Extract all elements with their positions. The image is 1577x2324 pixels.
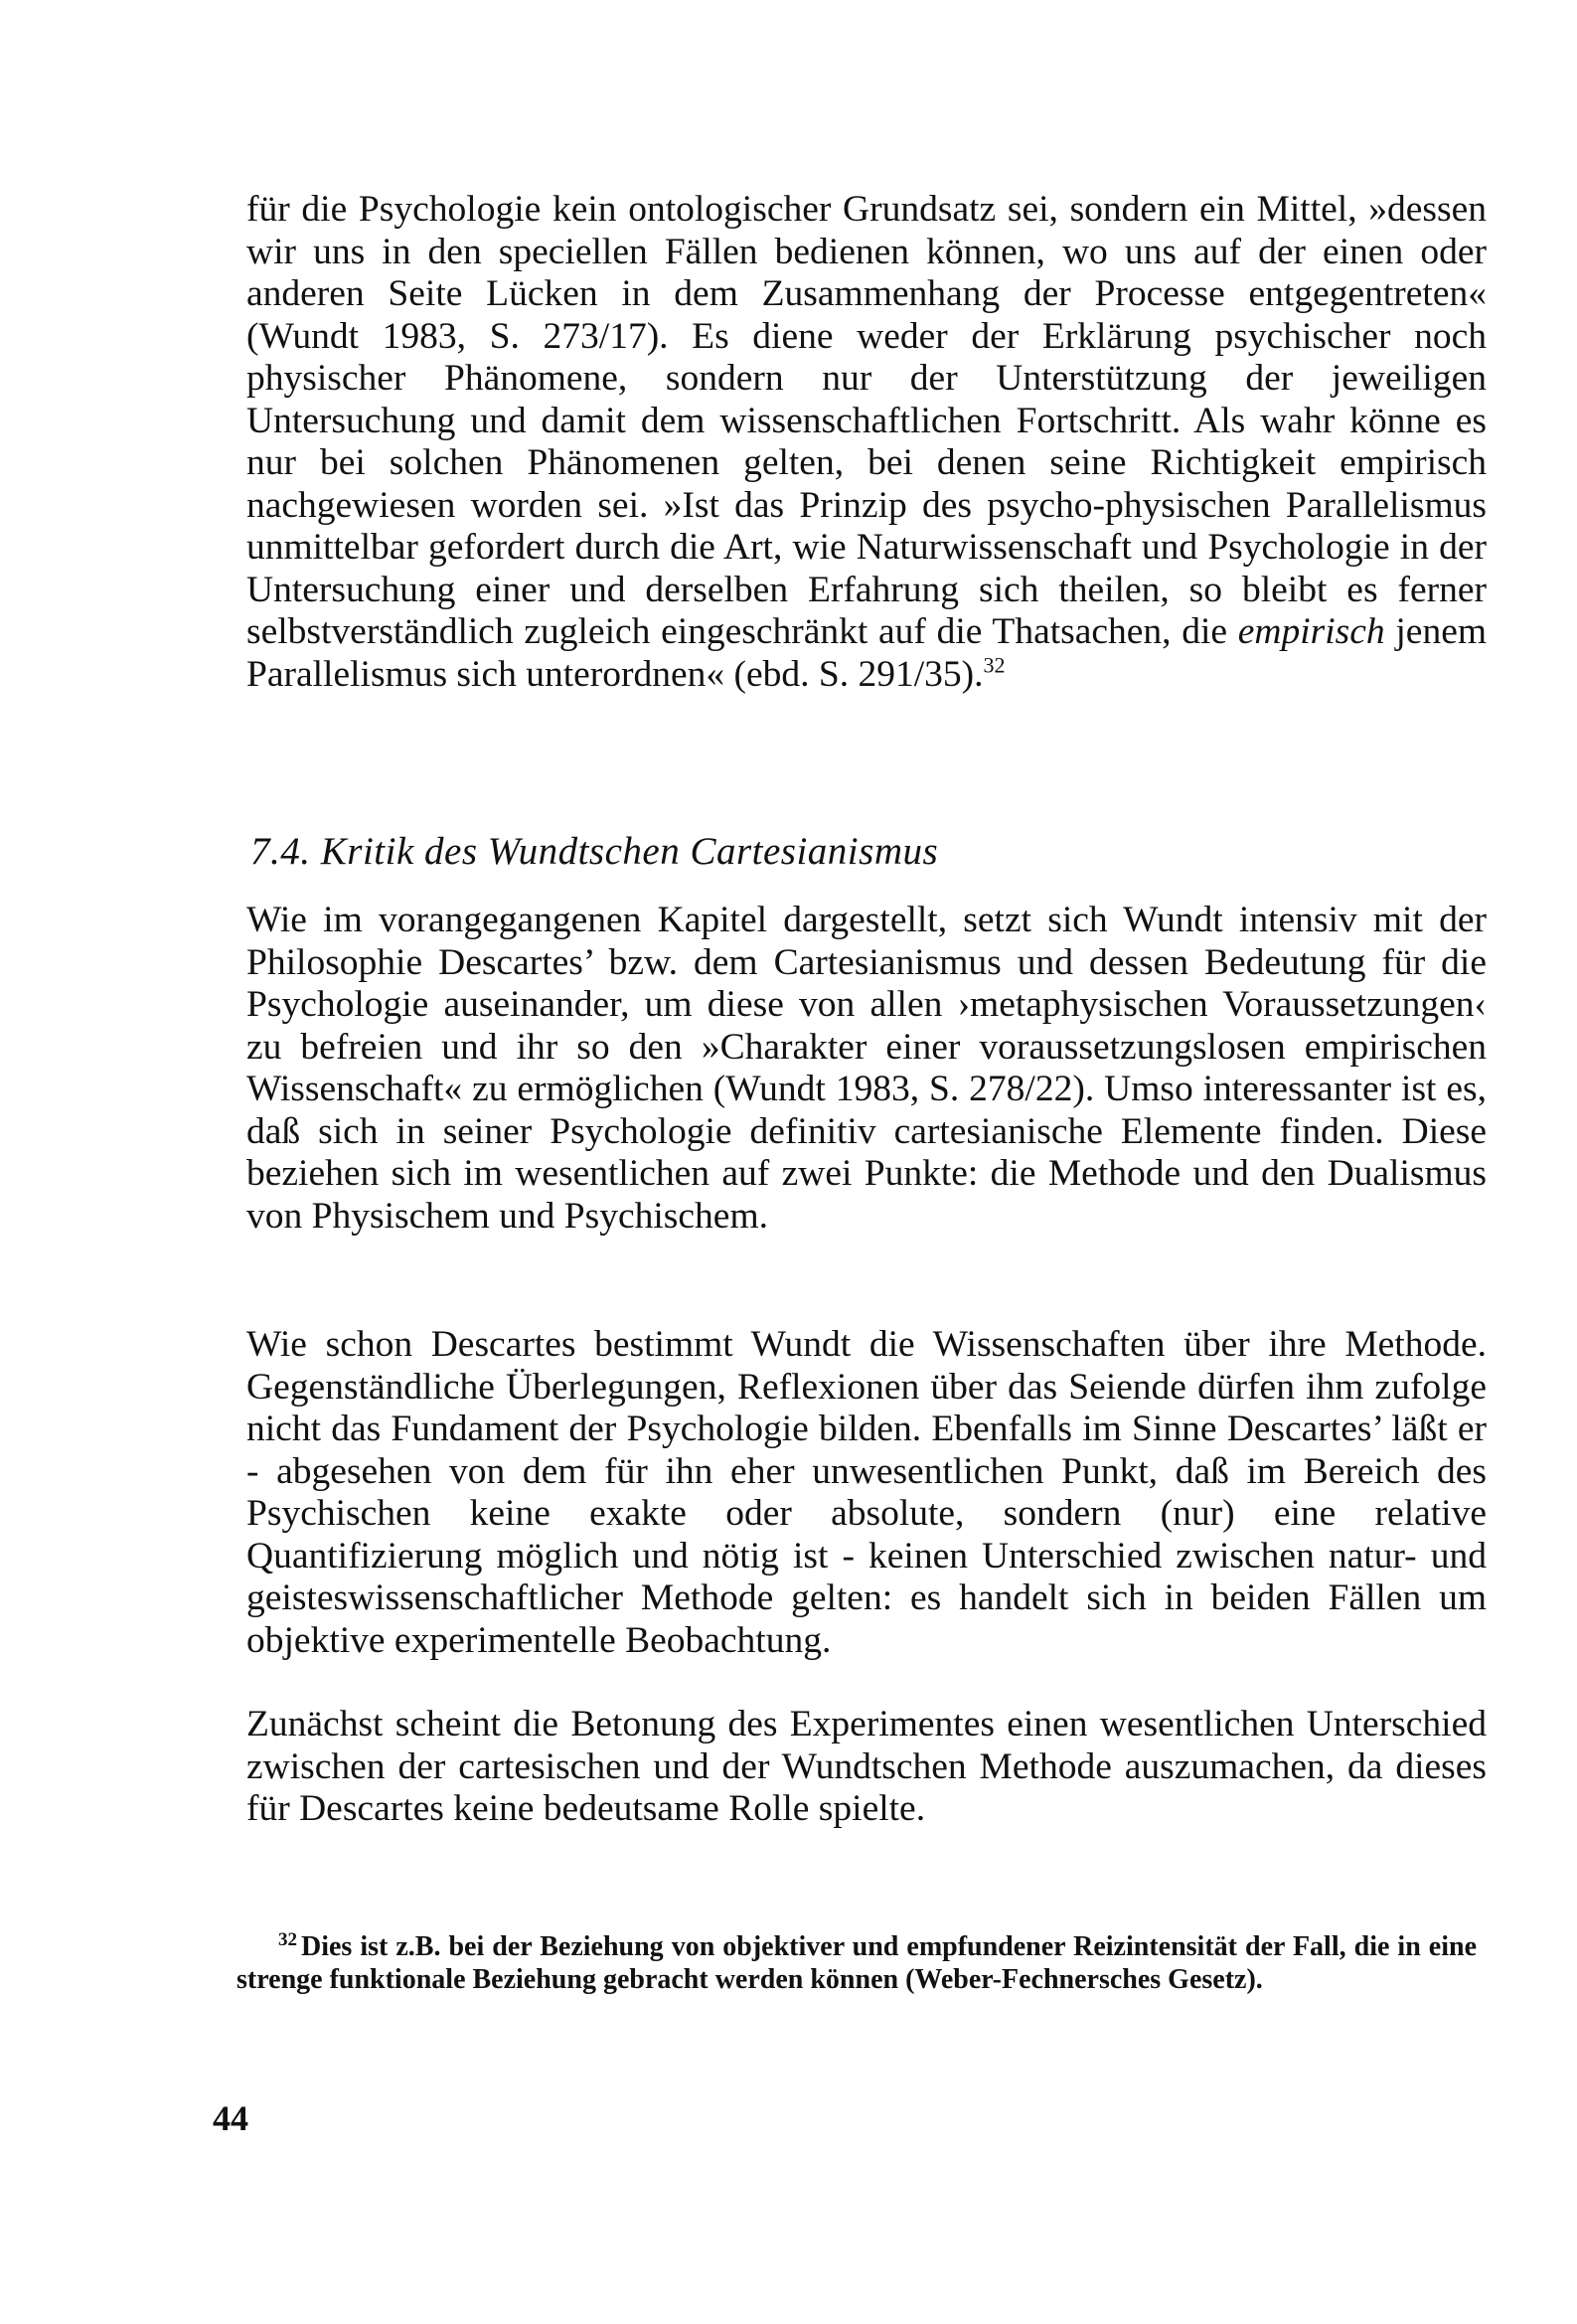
intro-emphasis: empirisch [1237, 611, 1385, 652]
paragraph-experiment: Zunächst scheint die Betonung des Experimentes einen wesentlichen Unterschied zwischen der cartesischen und der Wundtschen Methode auszumachen, da dieses für Descartes keine bedeutsame Rolle spielte. [246, 1704, 1487, 1829]
intro-text: für die Psychologie kein ontologischer Grundsatz sei, sondern ein Mittel, »dessen wir uns in den speciellen Fällen bedienen können, wo uns auf der einen oder anderen Seite Lücken in dem Zusammenhang der Processe entgegentreten« (Wundt 1983, S. 273/17). Es diene weder der Erklärung psychischer noch physischer Phänomene, sondern nur der Unterstützung der jeweiligen Untersuchung und damit dem wissenschaftlichen Fortschritt. Als wahr könne es nur bei solchen Phänomenen gelten, bei denen seine Richtigkeit empirisch nachgewiesen worden sei. »Ist das Prinzip des psycho-physischen Parallelismus unmittelbar gefordert durch die Art, wie Naturwissenschaft und Psychologie in der Untersuchung einer und derselben Erfahrung sich theilen, so bleibt es ferner selbstverständlich zugleich eingeschränkt auf die Thatsachen, die [246, 189, 1487, 652]
page-number: 44 [213, 2098, 248, 2138]
footnote-text: Dies ist z.B. bei der Beziehung von objektiver und empfundener Reizintensität der Fall, die in eine strenge funktionale Beziehung gebracht werden können (Weber-Fechnersches Gesetz). [237, 1931, 1477, 1995]
footnote-number: 32 [278, 1928, 297, 1950]
section-heading: 7.4. Kritik des Wundtschen Cartesianismus [250, 830, 939, 873]
paragraph-cartesianism: Wie im vorangegangenen Kapitel dargestellt, setzt sich Wundt intensiv mit der Philosophie Descartes’ bzw. dem Cartesianismus und dessen Bedeutung für die Psychologie auseinander, um diese von allen ›metaphysischen Voraussetzungen‹ zu befreien und ihr so den »Charakter einer voraussetzungslosen empirischen Wissenschaft« zu ermöglichen (Wundt 1983, S. 278/22). Umso interessanter ist es, daß sich in seiner Psychologie definitiv cartesianische Elemente finden. Diese beziehen sich im wesentlichen auf zwei Punkte: die Methode und den Dualismus von Physischem und Psychischem. [246, 900, 1487, 1237]
footnote [237, 1930, 1477, 1996]
paragraph-method: Wie schon Descartes bestimmt Wundt die Wissenschaften über ihre Methode. Gegenständliche Überlegungen, Reflexionen über das Seiende dürfen ihm zufolge nicht das Fundament der Psychologie bilden. Ebenfalls im Sinne Descartes’ läßt er - abgesehen von dem für ihn eher unwesentlichen Punkt, daß im Bereich des Psychischen keine exakte oder absolute, sondern (nur) eine relative Quantifizierung möglich und nötig ist - keinen Unterschied zwischen natur- und geisteswissenschaftlicher Methode gelten: es handelt sich in beiden Fällen um objektive experimentelle Beobachtung. [246, 1324, 1487, 1661]
intro-paragraph [246, 189, 1487, 696]
intro-text-end: jenem Parallelismus sich unterordnen« (ebd. S. 291/35). [246, 611, 1488, 695]
footnote-reference: 32 [983, 652, 1006, 677]
